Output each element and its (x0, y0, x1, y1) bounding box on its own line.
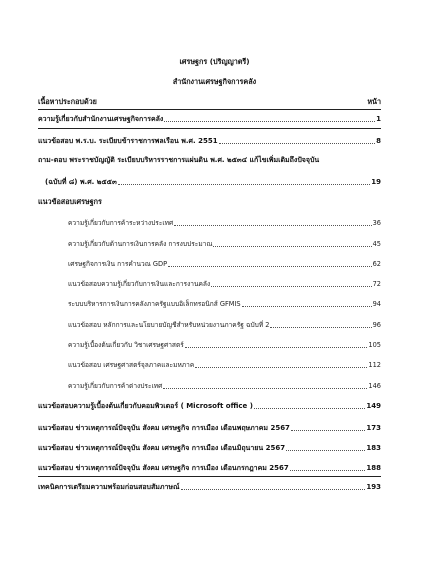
toc-entry (38, 463, 381, 473)
toc-sub-entry (68, 299, 381, 309)
toc-sub-entry (68, 279, 381, 289)
toc-entry-text: แนวข้อสอบความรู้เกี่ยวกับการเงินและการงานคลัง (68, 280, 211, 288)
toc-entry-page: 146 (368, 382, 381, 390)
document-title: เศรษฐกร (ปริญญาตรี) (179, 57, 250, 66)
toc-entry (38, 136, 381, 146)
toc-sub-entry (68, 218, 381, 228)
toc-sub-entry (68, 340, 381, 350)
toc-entry-text: แนวข้อสอบ ข่าวเหตุการณ์ปัจจุบัน สังคม เศรษฐกิจ การเมือง เดือนมิถุนายน 2567 (38, 444, 286, 452)
toc-entry-text: ระบบบริหารการเงินการคลังภาครัฐแบบอิเล็กทรอนิกส์ GFMIS (68, 300, 241, 308)
leader-dots (254, 408, 365, 409)
toc-header-contents: เนื้อหาประกอบด้วย (38, 97, 97, 106)
leader-dots (181, 489, 366, 490)
toc-entry-page: 36 (372, 219, 381, 227)
toc-entry-text: ความรู้เกี่ยวกับการค้าระหว่างประเทศ (68, 219, 174, 227)
leader-dots (211, 286, 371, 287)
toc-sub-entry (68, 381, 381, 391)
toc-entry-page: 105 (368, 341, 381, 349)
toc-entry-text: ความรู้เบื้องต้นเกี่ยวกับ วิชาเศรษฐศาสตร์ (68, 341, 184, 349)
leader-dots (118, 184, 371, 185)
toc-entry (38, 482, 381, 492)
section-title: แนวข้อสอบเศรษฐกร (38, 197, 102, 206)
toc-entry-text: แนวข้อสอบ พ.ร.บ. ระเบียบข้าราชการพลเรือน พ.ศ. 2551 (38, 137, 218, 145)
toc-entry-text: แนวข้อสอบ ข่าวเหตุการณ์ปัจจุบัน สังคม เศรษฐกิจ การเมือง เดือนกรกฎาคม 2567 (38, 464, 289, 472)
leader-dots (290, 470, 366, 471)
toc-entry-page: 62 (372, 260, 381, 268)
toc-sub-entry (68, 320, 381, 330)
leader-dots (163, 388, 367, 389)
toc-header-page: หน้า (367, 97, 381, 106)
toc-entry-page: 188 (366, 464, 381, 472)
toc-entry-page: 94 (372, 300, 381, 308)
toc-entry-text: แนวข้อสอบ ข่าวเหตุการณ์ปัจจุบัน สังคม เศรษฐกิจ การเมือง เดือนพฤษภาคม 2567 (38, 424, 290, 432)
header-rule (38, 109, 381, 110)
leader-dots (174, 225, 371, 226)
toc-entry-text: ความรู้เกี่ยวกับสำนักงานเศรษฐกิจการคลัง (38, 115, 164, 123)
toc-entry-text: ความรู้เกี่ยวกับการค้าต่างประเทศ (68, 382, 163, 390)
leader-dots (270, 327, 371, 328)
toc-entry-text: ถาม-ตอบ พระราชบัญญัติ ระเบียบบริหารราชการแผ่นดิน พ.ศ. ๒๕๓๔ แก้ไขเพิ่มเติมถึงปัจจุบัน (38, 156, 320, 164)
toc-entry-page: 112 (368, 361, 381, 369)
toc-entry-text: แนวข้อสอบ เศรษฐศาสตร์จุลภาคและมหภาค (68, 361, 195, 369)
toc-sub-entry (68, 259, 381, 269)
toc-entry-page: 45 (372, 240, 381, 248)
toc-entry-page: 183 (366, 444, 381, 452)
leader-dots (242, 306, 372, 307)
entry-rule (38, 128, 381, 129)
toc-entry-page: 72 (372, 280, 381, 288)
leader-dots (195, 367, 367, 368)
toc-entry-page: 173 (366, 424, 381, 432)
toc-entry-text: เศรษฐกิจการเงิน การคำนวณ GDP (68, 260, 168, 268)
toc-entry (38, 423, 381, 433)
toc-entry (38, 443, 381, 453)
leader-dots (185, 347, 368, 348)
leader-dots (219, 143, 376, 144)
toc-entry-text: ความรู้เกี่ยวกับด้านการเงินการคลัง การงบประมาณ (68, 240, 213, 248)
toc-sub-entry (68, 360, 381, 370)
entry-rule (38, 476, 381, 477)
toc-entry (38, 114, 381, 124)
toc-entry-text: เทคนิคการเตรียมความพร้อมก่อนสอบสัมภาษณ์ (38, 483, 180, 491)
toc-entry-text: แนวข้อสอบความรู้เบื้องต้นเกี่ยวกับคอมพิวเตอร์ ( Microsoft office ) (38, 402, 253, 410)
leader-dots (213, 246, 371, 247)
leader-dots (164, 121, 375, 122)
toc-entry-page: 96 (372, 321, 381, 329)
toc-header (38, 97, 381, 108)
toc-entry-page: 1 (376, 115, 381, 123)
document-subtitle: สำนักงานเศรษฐกิจการคลัง (172, 77, 257, 86)
leader-dots (291, 430, 365, 431)
toc-entry (38, 401, 381, 411)
toc-entry-page: 193 (366, 483, 381, 491)
toc-entry-text: (ฉบับที่ ๘) พ.ศ. ๒๕๕๓ (45, 178, 117, 186)
toc-entry-text: แนวข้อสอบ หลักการและนโยบายบัญชีสำหรับหน่วยงานภาครัฐ ฉบับที่ 2 (68, 321, 270, 329)
leader-dots (168, 266, 372, 267)
toc-entry (38, 155, 381, 165)
toc-entry-page: 8 (376, 137, 381, 145)
toc-sub-entry (68, 239, 381, 249)
toc-entry (45, 177, 381, 187)
leader-dots (286, 450, 365, 451)
toc-entry-page: 149 (366, 402, 381, 410)
toc-entry-page: 19 (371, 178, 381, 186)
